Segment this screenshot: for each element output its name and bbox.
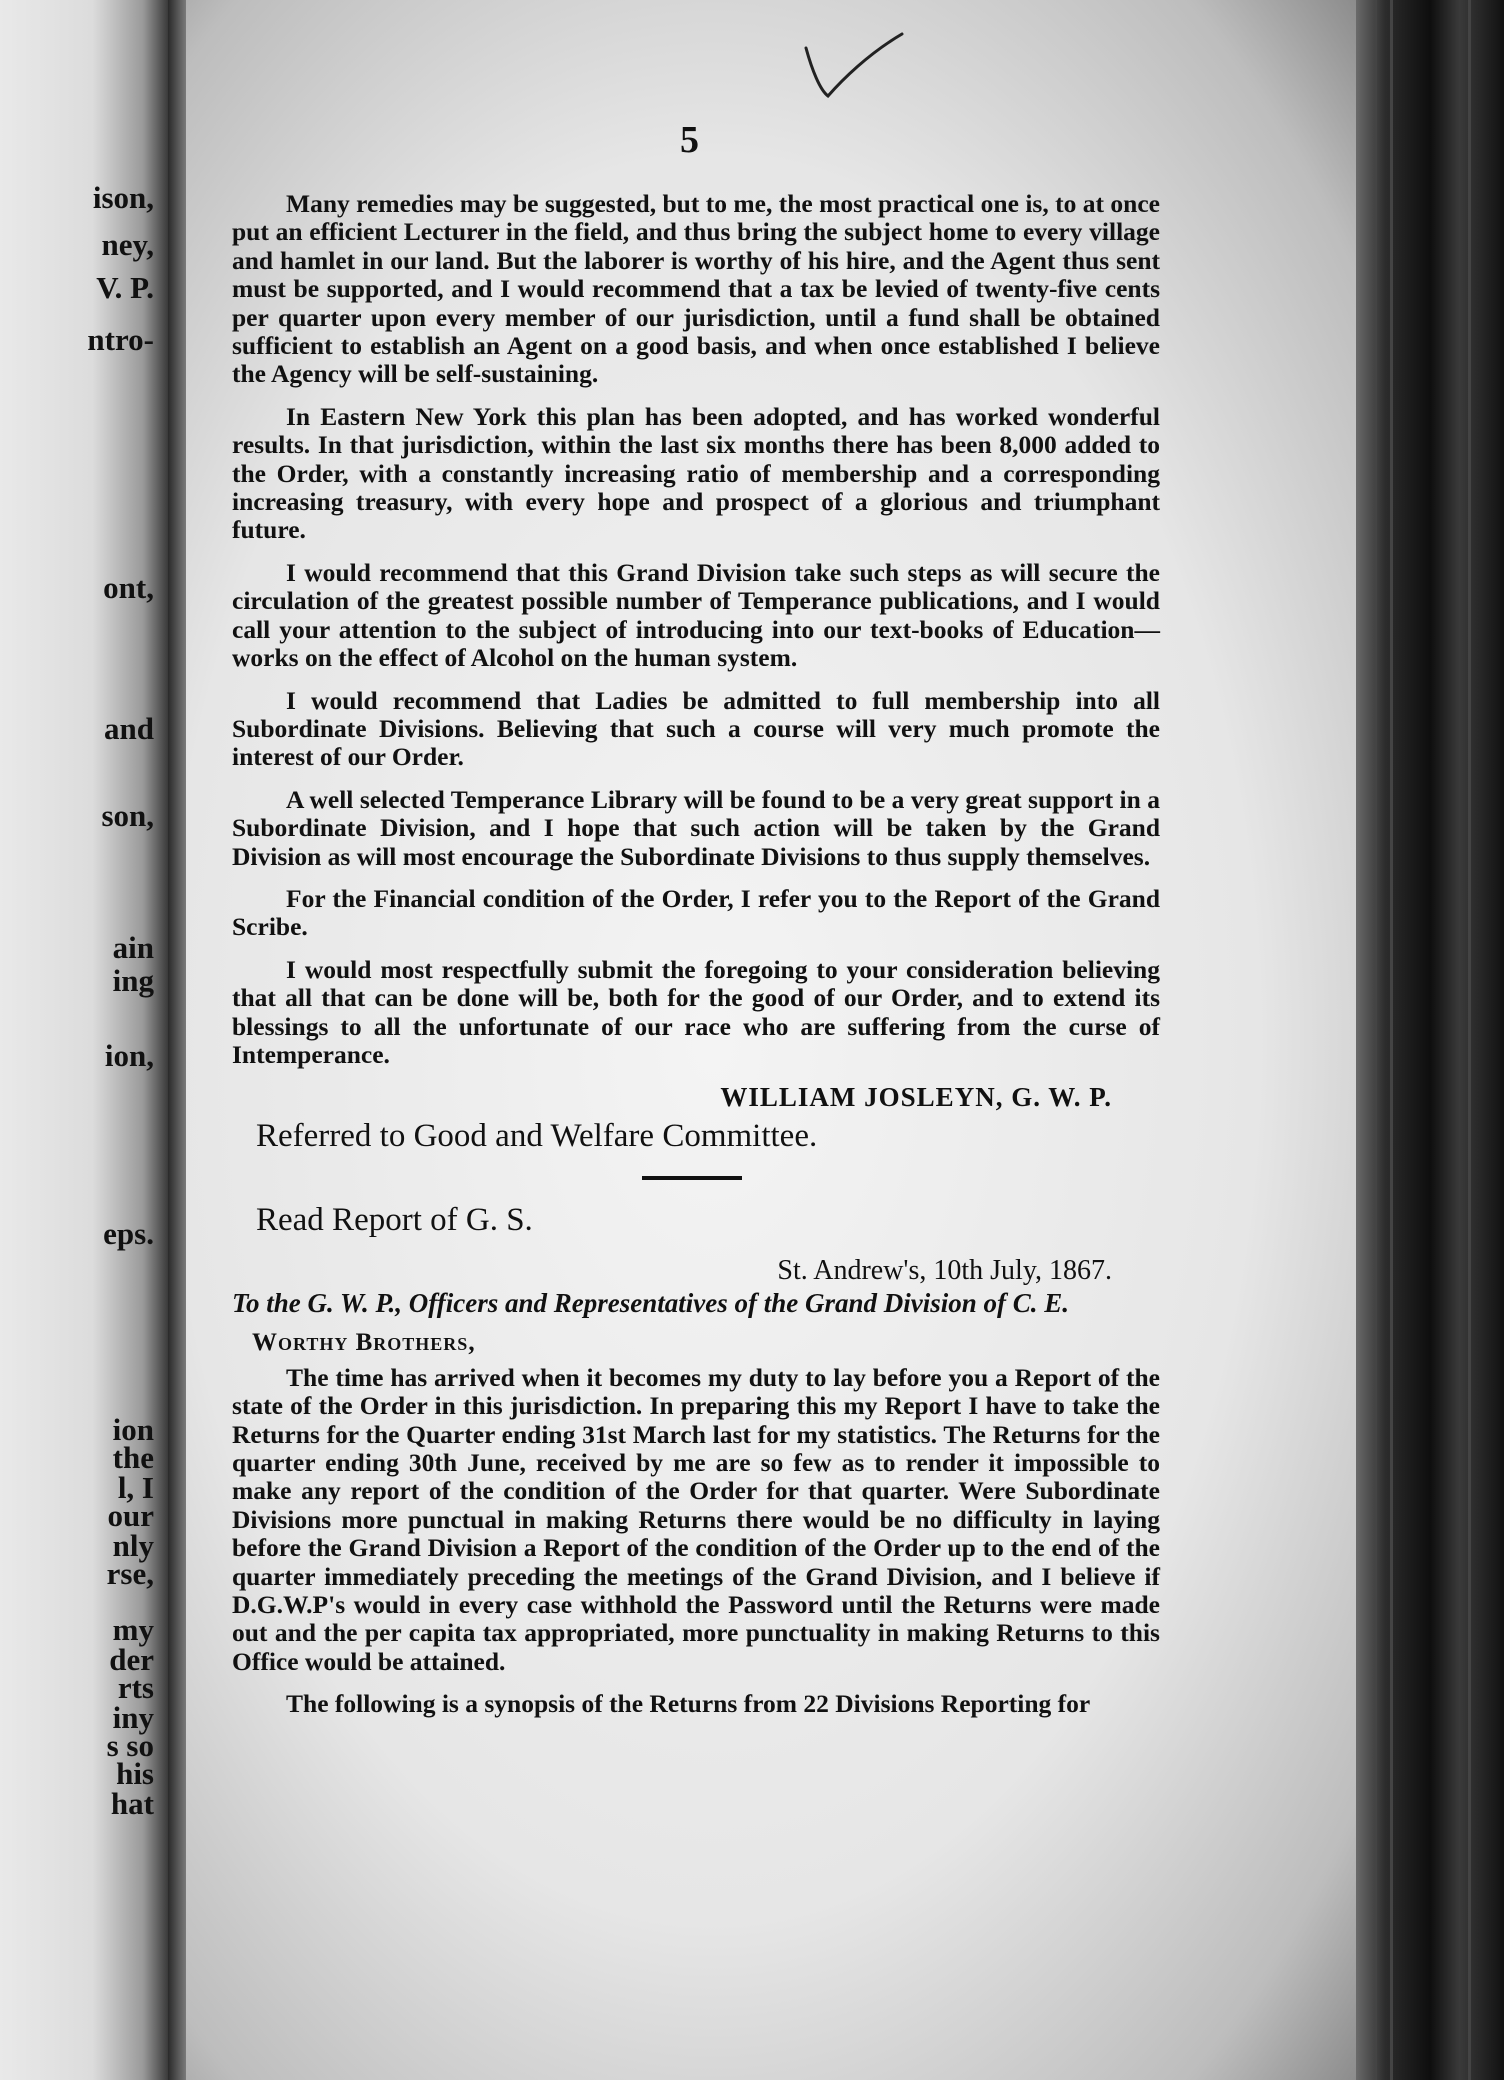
facing-page-text: l, I [117, 1470, 154, 1505]
facing-page-text: ont, [103, 570, 154, 605]
facing-page-text: nly [112, 1528, 154, 1563]
page-body [232, 190, 1160, 1733]
facing-page-fragment [0, 0, 168, 2080]
paragraph: The following is a synopsis of the Returns from 22 Divisions Reporting for [286, 1689, 1091, 1719]
facing-page-text: his [116, 1756, 154, 1791]
facing-page-text: ing [112, 963, 154, 998]
facing-page-text: ain [112, 930, 154, 965]
facing-page-text: son, [101, 798, 154, 833]
book-gutter [168, 0, 186, 2080]
facing-page-text: ntro- [87, 322, 154, 357]
facing-page-text: eps. [103, 1216, 154, 1251]
facing-page-text: ney, [101, 227, 154, 262]
edge-line [1390, 0, 1393, 2080]
facing-page-text: ion, [104, 1038, 154, 1073]
facing-page-text: iny [112, 1700, 154, 1735]
facing-page-text: our [107, 1498, 154, 1533]
edge-line [1374, 0, 1377, 2080]
section-rule [642, 1176, 742, 1180]
page-number: 5 [680, 119, 699, 161]
facing-page-text: the [112, 1440, 154, 1475]
page-edge-shadow [1356, 0, 1504, 2080]
report-heading: Read Report of G. S. [256, 1202, 533, 1239]
salutation: Worthy Brothers, [252, 1329, 476, 1357]
facing-page-text: hat [110, 1786, 154, 1821]
paragraph: A well selected Temperance Library will be found to be a very great support in a Subordinate Division, and I hope that such action will be taken by the Grand Division as will most encourage the Subordinate Divisions to thus supply themselves. [232, 784, 1160, 871]
address-line: To the G. W. P., Officers and Representatives of the Grand Division of C. E. [232, 1288, 1070, 1318]
paragraph: I would recommend that Ladies be admitted to full membership into all Subordinate Divisions. Believing that such a course will very much promote the interest of our Order. [232, 685, 1160, 772]
facing-page-text: V. P. [96, 270, 154, 305]
handwritten-checkmark-icon [798, 30, 908, 110]
dateline: St. Andrew's, 10th July, 1867. [777, 1254, 1112, 1286]
facing-page-text: rts [117, 1670, 154, 1705]
paragraph: I would recommend that this Grand Division take such steps as will secure the circulation of the greatest possible number of Temperance publications, and I would call your attention to the subject of introducing into our text-books of Education—works on the effect of Alcohol on the human system. [232, 557, 1160, 673]
paragraph: I would most respectfully submit the foregoing to your consideration believing that all that can be done will be, both for the good of our Order, and to extend its blessings to all the unfortunate of our race who are suffering from the curse of Intemperance. [232, 954, 1160, 1069]
facing-page-text: s so [106, 1728, 154, 1763]
paragraph: In Eastern New York this plan has been adopted, and has worked wonderful results. In that jurisdiction, within the last six months there has been 8,000 added to the Order, with a constantly increasing ratio of membership and a corresponding increasing treasury, with every hope and prospect of a glorious and triumphant future. [232, 401, 1160, 545]
paragraph: The time has arrived when it becomes my duty to lay before you a Report of the state of the Order in this jurisdiction. In preparing this my Report I have to take the Returns for the Quarter ending 31st March last for my statistics. The Returns for the quarter ending 30th June, received by me are so few as to render it impossible to make any report of the condition of the Order for that quarter. Were Subordinate Divisions more punctual in making Returns there would be no difficulty in laying before the Grand Division a Report of the condition of the Order up to the end of the quarter immediately preceding the meetings of the Grand Division, and I believe if D.G.W.P's would in every case withhold the Password until the Returns were made out and the per capita tax appropriated, more punctuality in making Returns to this Office would be attained. [232, 1362, 1160, 1676]
facing-page-text: ion [112, 1412, 154, 1447]
facing-page-text: der [109, 1642, 154, 1677]
facing-page-text: rse, [106, 1556, 154, 1591]
facing-page-text: my [112, 1612, 154, 1647]
signature: WILLIAM JOSLEYN, G. W. P. [720, 1082, 1112, 1113]
edge-line [1468, 0, 1471, 2080]
paragraph: For the Financial condition of the Order, I refer you to the Report of the Grand Scribe. [232, 883, 1160, 942]
facing-page-text: ison, [92, 180, 154, 215]
paragraph: Many remedies may be suggested, but to me, the most practical one is, to at once put an efficient Lecturer in the field, and thus bring the subject home to every village and hamlet in our land. But the laborer is worthy of his hire, and the Agent thus sent must be supported, and I would recommend that a tax be levied of twenty-five cents per quarter upon every member of our jurisdiction, until a fund shall be obtained sufficient to establish an Agent on a good basis, and when once established I believe the Agency will be self-sustaining. [232, 189, 1160, 389]
referral-note: Referred to Good and Welfare Committee. [256, 1117, 818, 1154]
facing-page-text: and [104, 711, 154, 746]
